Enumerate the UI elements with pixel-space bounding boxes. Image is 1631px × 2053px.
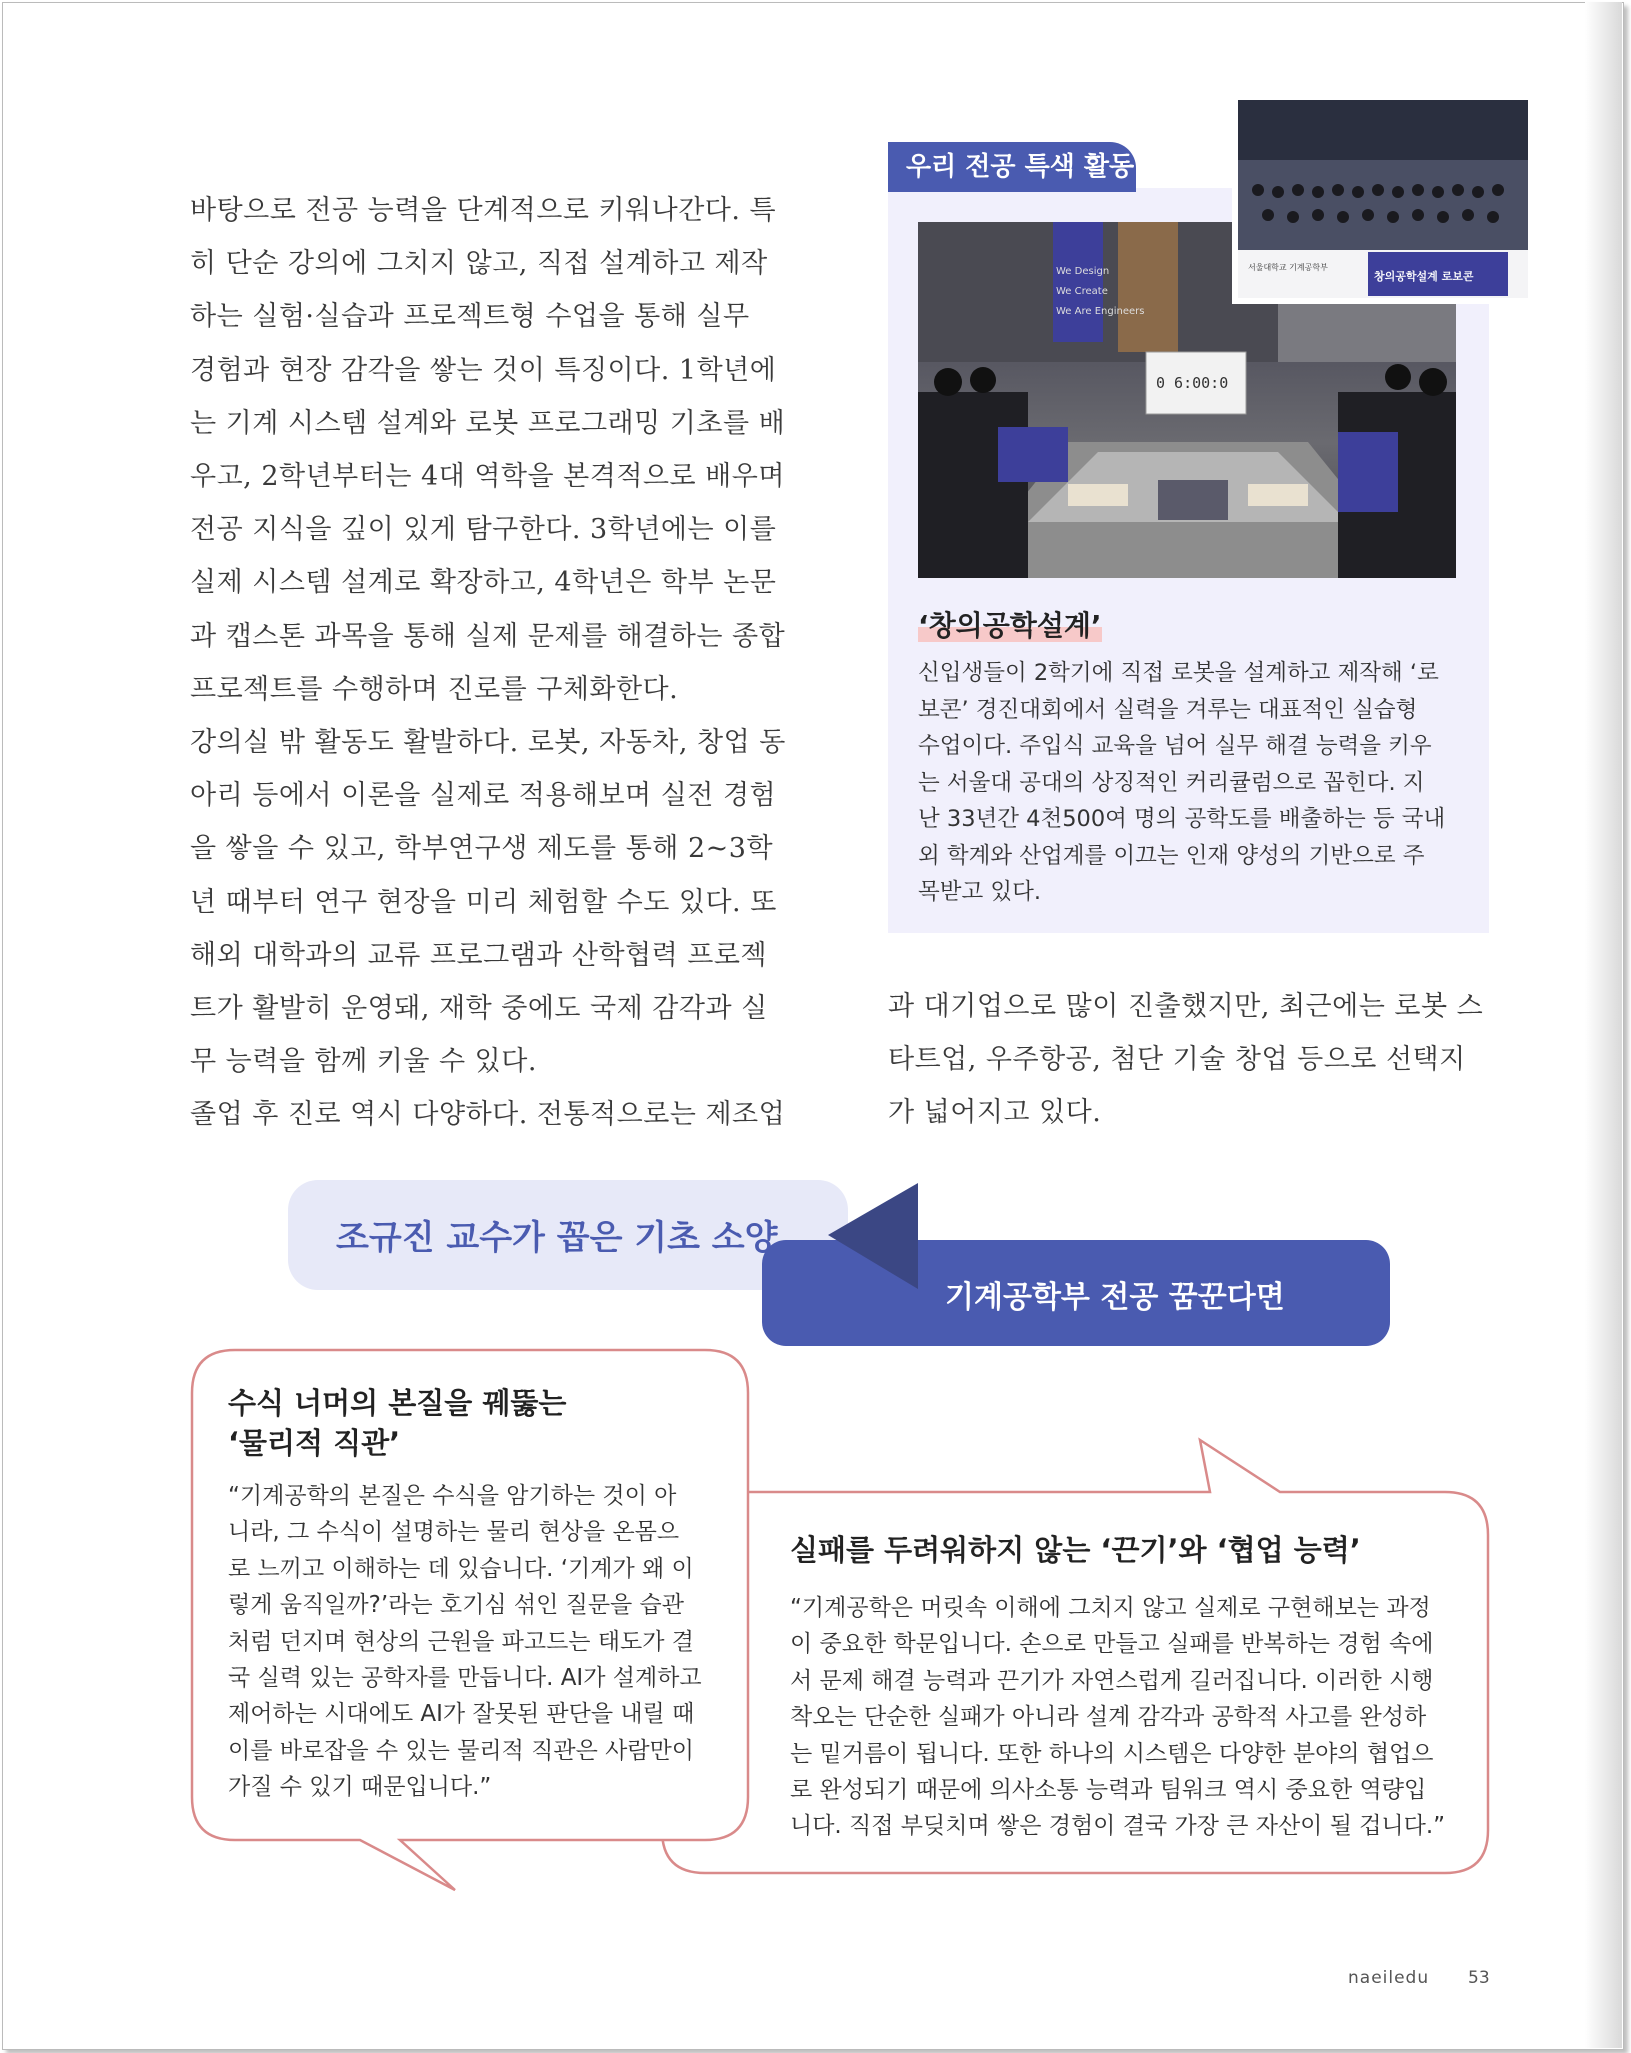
quote-2-title: 실패를 두려워하지 않는 ‘끈기’와 ‘협업 능력’ (790, 1533, 1361, 1567)
quote-1-title: 수식 너머의 본질을 꿰뚫는 ‘물리적 직관’ (228, 1386, 567, 1460)
group-banner-main: 창의공학설계 로보콘 (1374, 270, 1474, 283)
article-paragraph: 졸업 후 진로 역시 다양하다. 전통적으로는 제조업 (190, 1099, 786, 1131)
banner-title: 조규진 교수가 꼽은 기초 소양 (336, 1218, 778, 1258)
group-banner-small: 서울대학교 기계공학부 (1248, 263, 1328, 272)
article-paragraph: 과 대기업으로 많이 진출했지만, 최근에는 로봇 스 타트업, 우주항공, 첨단 기술 창업 등으로 선택지 가 넓어지고 있다. (888, 991, 1484, 1129)
article-paragraph: 강의실 밖 활동도 활발하다. 로봇, 자동차, 창업 동 아리 등에서 이론을 실제로 적용해보며 실전 경험 을 쌓을 수 있고, 학부연구생 제도를 통해 2~3학 년 때부터 연구 현장을 미리 체험할 수도 있다. 또 해외 대학과의 교류 프로그램과 산학협력 프로젝 트가 활발히 운영돼, 재학 중에도 국제 감각과 실 무 능력을 함께 키울 수 있다. (190, 727, 786, 1078)
footer-brand: naeiledu (1348, 1968, 1430, 1988)
banner-subtitle: 기계공학부 전공 꿈꾼다면 (945, 1280, 1285, 1315)
quote-2-body: “기계공학은 머릿속 이해에 그치지 않고 실제로 구현해보는 과정 이 중요한 학문입니다. 손으로 만들고 실패를 반복하는 경험 속에 서 문제 해결 능력과 끈기가 자연스럽게 길러집니다. 이러한 시행 착오는 단순한 실패가 아니라 설계 감각과 공학적 사고를 완성하 는 밑거름이 됩니다. 또한 하나의 시스템은 다양한 분야의 협업으 로 완성되기 때문에 의사소통 능력과 팀워크 역시 중요한 역량입 니다. 직접 부딪치며 쌓은 경험이 결국 가장 큰 자산이 될 겁니다.” (790, 1595, 1446, 1840)
quote-1-body: “기계공학의 본질은 수식을 암기하는 것이 아 니라, 그 수식이 설명하는 물리 현상을 온몸으 로 느끼고 이해하는 데 있습니다. ‘기계가 왜 이 렇게 움직일까?’라는 호기심 섞인 질문을 습관 처럼 던지며 현상의 근원을 파고드는 태도가 결 국 실력 있는 공학자를 만듭니다. AI가 설계하고 제어하는 시대에도 AI가 잘못된 판단을 내릴 때 이를 바로잡을 수 있는 물리적 직관은 사람만이 가질 수 있기 때문입니다.” (228, 1483, 702, 1801)
venue-banner-text: We Design We Create We Are Engineers (1056, 266, 1145, 317)
article-paragraph: 바탕으로 전공 능력을 단계적으로 키워나간다. 특 히 단순 강의에 그치지 않고, 직접 설계하고 제작 하는 실험·실습과 프로젝트형 수업을 통해 실무 경험과 현장 감각을 쌓는 것이 특징이다. 1학년에 는 기계 시스템 설계와 로봇 프로그래밍 기초를 배 우고, 2학년부터는 4대 역학을 본격적으로 배우며 전공 지식을 깊이 있게 탐구한다. 3학년에는 이를 실제 시스템 설계로 확장하고, 4학년은 학부 논문 과 캡스톤 과목을 통해 실제 문제를 해결하는 종합 프로젝트를 수행하며 진로를 구체화한다. (190, 195, 786, 705)
scoreboard-text: 0 6:00:0 (1156, 374, 1229, 392)
feature-title: ‘창의공학설계’ (918, 609, 1102, 642)
page-number: 53 (1468, 1968, 1490, 1988)
feature-tag: 우리 전공 특색 활동 (888, 142, 1136, 192)
feature-description: 신입생들이 2학기에 직접 로봇을 설계하고 제작해 ‘로 보콘’ 경진대회에서 실력을 겨루는 대표적인 실습형 수업이다. 주입식 교육을 넘어 실무 해결 능력을 키우 는 서울대 공대의 상징적인 커리큘럼으로 꼽힌다. 지 난 33년간 4천500여 명의 공학도를 배출하는 등 국내 외 학계와 산업계를 이끄는 인재 양성의 기반으로 주 목받고 있다. (918, 660, 1446, 905)
